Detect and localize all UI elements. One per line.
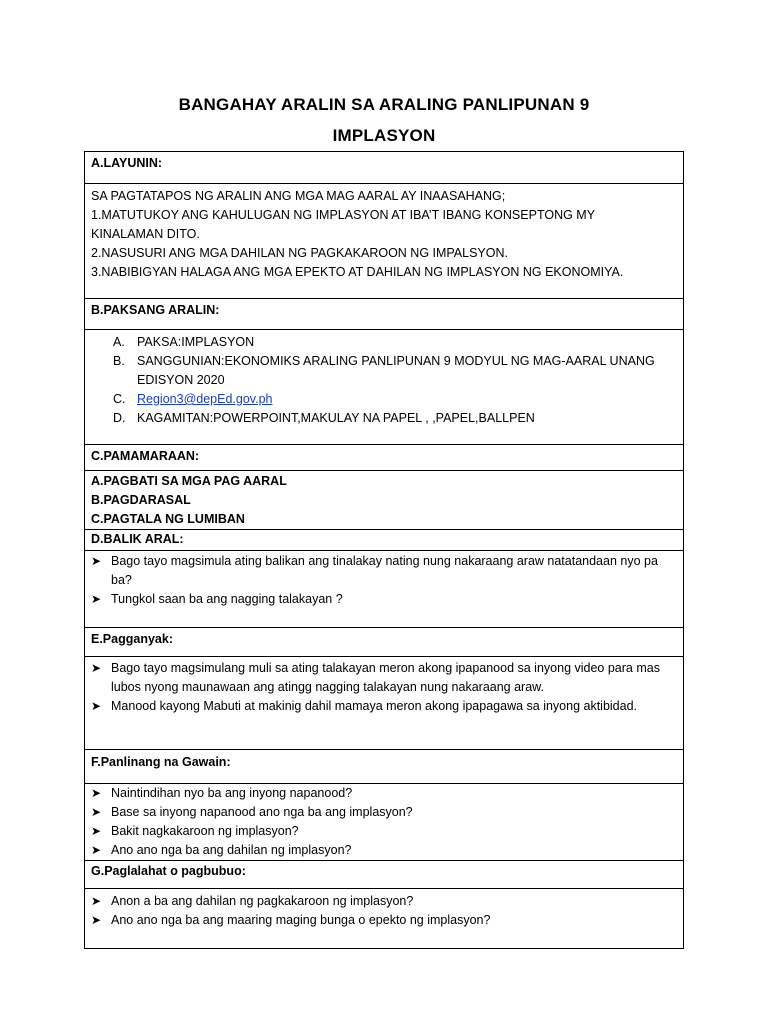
list-marker: D. bbox=[113, 411, 126, 425]
paksang-aralin-body bbox=[85, 330, 684, 445]
section-header-paksang-aralin bbox=[85, 299, 684, 330]
layunin-line: 2.NASUSURI ANG MGA DAHILAN NG PAGKAKAROON NG IMPALSYON. bbox=[91, 246, 508, 260]
paglalahat-list bbox=[91, 892, 677, 930]
arrow-bullet-icon: ➤ bbox=[91, 894, 102, 908]
list-item bbox=[91, 784, 677, 803]
list-item-text: Bago tayo magsimula ating balikan ang tinalakay nating nung nakaraang araw natatandaan nyo pa ba? bbox=[111, 554, 658, 587]
pagganyak-list bbox=[91, 659, 677, 716]
list-marker: A. bbox=[113, 335, 125, 349]
pamamaraan-body bbox=[85, 471, 684, 530]
arrow-bullet-icon: ➤ bbox=[91, 699, 102, 713]
paksang-aralin-header: B.PAKSANG ARALIN: bbox=[85, 299, 684, 330]
document-subtitle: IMPLASYON bbox=[332, 126, 436, 145]
arrow-bullet-icon: ➤ bbox=[91, 554, 102, 568]
pagganyak-body bbox=[85, 657, 684, 750]
balik-aral-body bbox=[85, 551, 684, 628]
list-item-text: Base sa inyong napanood ano nga ba ang implasyon? bbox=[111, 805, 413, 819]
arrow-bullet-icon: ➤ bbox=[91, 913, 102, 927]
pamamaraan-line: B.PAGDARASAL bbox=[91, 493, 191, 507]
list-item-text: Naintindihan nyo ba ang inyong napanood? bbox=[111, 786, 353, 800]
list-item bbox=[91, 911, 677, 930]
layunin-line: 1.MATUTUKOY ANG KAHULUGAN NG IMPLASYON AT IBA’T IBANG KONSEPTONG MY bbox=[91, 208, 596, 222]
list-item-text: Manood kayong Mabuti at makinig dahil mamaya meron akong ipapagawa sa inyong aktibidad. bbox=[111, 699, 638, 713]
arrow-bullet-icon: ➤ bbox=[91, 661, 102, 675]
section-body-paksang-aralin bbox=[85, 330, 684, 445]
list-item-text: Bago tayo magsimulang muli sa ating talakayan meron akong ipapanood sa inyong video para mas lubos nyong maunawaan ang atingg nagging talakayan nung nakaraang araw. bbox=[111, 661, 660, 694]
panlinang-body bbox=[85, 784, 684, 861]
section-header-paglalahat bbox=[85, 861, 684, 889]
list-item bbox=[91, 333, 677, 352]
list-item-text: KAGAMITAN:POWERPOINT,MAKULAY NA PAPEL , ,PAPEL,BALLPEN bbox=[137, 411, 535, 425]
section-header-pamamaraan bbox=[85, 445, 684, 471]
list-item bbox=[91, 803, 677, 822]
balik-aral-list bbox=[91, 552, 677, 609]
section-body-layunin bbox=[85, 184, 684, 299]
section-header-panlinang bbox=[85, 750, 684, 784]
layunin-line: KINALAMAN DITO. bbox=[91, 227, 200, 241]
list-item bbox=[91, 390, 677, 409]
list-item bbox=[91, 892, 677, 911]
list-item bbox=[91, 352, 677, 390]
list-item bbox=[91, 659, 677, 697]
pamamaraan-line: C.PAGTALA NG LUMIBAN bbox=[91, 512, 245, 526]
list-item-text: Ano ano nga ba ang dahilan ng implasyon? bbox=[111, 843, 352, 857]
list-item-text: Ano ano nga ba ang maaring maging bunga o epekto ng implasyon? bbox=[111, 913, 491, 927]
list-item-text: Anon a ba ang dahilan ng pagkakaroon ng implasyon? bbox=[111, 894, 414, 908]
section-header-layunin bbox=[85, 152, 684, 184]
layunin-line: SA PAGTATAPOS NG ARALIN ANG MGA MAG AARAL AY INAASAHANG; bbox=[91, 189, 506, 203]
list-item-text: PAKSA:IMPLASYON bbox=[137, 335, 255, 349]
pagganyak-header: E.Pagganyak: bbox=[85, 628, 684, 657]
list-item-text: Bakit nagkakaroon ng implasyon? bbox=[111, 824, 299, 838]
paksang-aralin-list bbox=[91, 333, 677, 428]
lesson-plan-table bbox=[84, 151, 684, 949]
list-item bbox=[91, 409, 677, 428]
pamamaraan-header: C.PAMAMARAAN: bbox=[85, 445, 684, 471]
list-item bbox=[91, 590, 677, 609]
arrow-bullet-icon: ➤ bbox=[91, 592, 102, 606]
list-item-text: SANGGUNIAN:EKONOMIKS ARALING PANLIPUNAN 9 MODYUL NG MAG-AARAL UNANG EDISYON 2020 bbox=[137, 354, 655, 387]
section-body-pamamaraan bbox=[85, 471, 684, 530]
list-item bbox=[91, 552, 677, 590]
document-title: BANGAHAY ARALIN SA ARALING PANLIPUNAN 9 bbox=[178, 95, 590, 114]
list-marker: C. bbox=[113, 392, 126, 406]
list-marker: B. bbox=[113, 354, 125, 368]
list-item bbox=[91, 822, 677, 841]
balik-aral-header: D.BALIK ARAL: bbox=[85, 530, 684, 551]
panlinang-list bbox=[91, 784, 677, 860]
section-body-paglalahat bbox=[85, 889, 684, 949]
layunin-line: 3.NABIBIGYAN HALAGA ANG MGA EPEKTO AT DAHILAN NG IMPLASYON NG EKONOMIYA. bbox=[91, 265, 624, 279]
arrow-bullet-icon: ➤ bbox=[91, 843, 102, 857]
list-item bbox=[91, 841, 677, 860]
layunin-body bbox=[85, 184, 684, 299]
arrow-bullet-icon: ➤ bbox=[91, 824, 102, 838]
arrow-bullet-icon: ➤ bbox=[91, 786, 102, 800]
arrow-bullet-icon: ➤ bbox=[91, 805, 102, 819]
paglalahat-header: G.Paglalahat o pagbubuo: bbox=[85, 861, 684, 889]
list-item bbox=[91, 697, 677, 716]
email-link[interactable]: Region3@depEd.gov.ph bbox=[137, 392, 273, 406]
section-body-pagganyak bbox=[85, 657, 684, 750]
layunin-header: A.LAYUNIN: bbox=[85, 152, 684, 184]
list-item-text: Tungkol saan ba ang nagging talakayan ? bbox=[111, 592, 343, 606]
panlinang-header: F.Panlinang na Gawain: bbox=[85, 750, 684, 784]
section-body-balik-aral bbox=[85, 551, 684, 628]
section-header-balik-aral bbox=[85, 530, 684, 551]
section-body-panlinang bbox=[85, 784, 684, 861]
section-header-pagganyak bbox=[85, 628, 684, 657]
pamamaraan-line: A.PAGBATI SA MGA PAG AARAL bbox=[91, 474, 287, 488]
paglalahat-body bbox=[85, 889, 684, 949]
